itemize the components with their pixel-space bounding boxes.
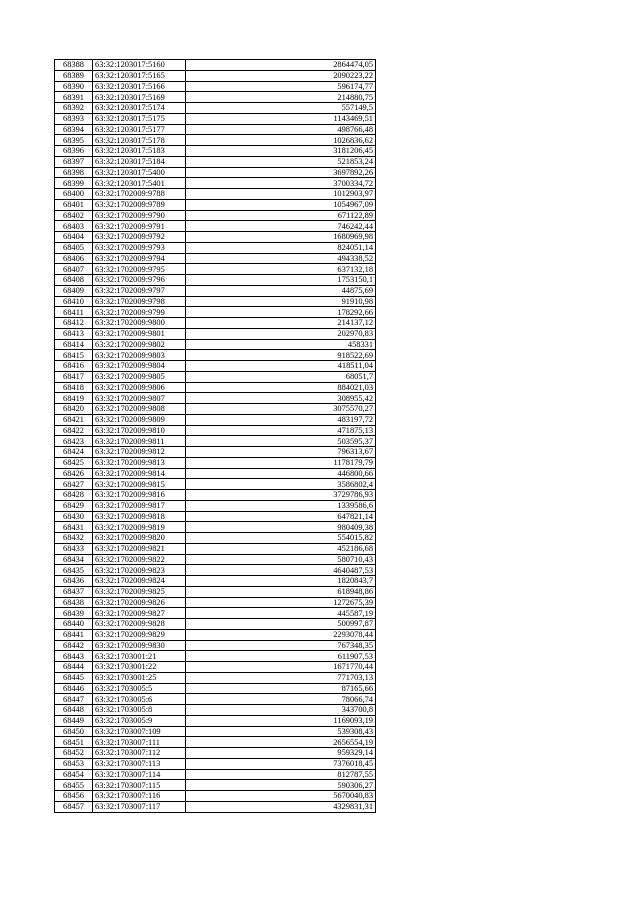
table-row xyxy=(55,683,376,694)
row-number-cell: 68453 xyxy=(55,758,93,769)
row-number-cell: 68433 xyxy=(55,543,93,554)
value-cell: 452186,68 xyxy=(186,543,376,554)
value-cell: 1012903,97 xyxy=(186,189,376,200)
value-cell: 2864474,05 xyxy=(186,60,376,71)
row-number-cell: 68441 xyxy=(55,629,93,640)
row-number-cell: 68456 xyxy=(55,791,93,802)
value-cell: 458331 xyxy=(186,339,376,350)
cadastral-number-cell: 63:32:1703007:112 xyxy=(93,748,186,759)
table-row xyxy=(55,253,376,264)
cadastral-number-cell: 63:32:1702009:9788 xyxy=(93,189,186,200)
row-number-cell: 68457 xyxy=(55,801,93,812)
cadastral-number-cell: 63:32:1702009:9814 xyxy=(93,468,186,479)
value-cell: 446800,66 xyxy=(186,468,376,479)
table-row xyxy=(55,146,376,157)
cadastral-number-cell: 63:32:1703007:117 xyxy=(93,801,186,812)
table-row xyxy=(55,318,376,329)
row-number-cell: 68396 xyxy=(55,146,93,157)
cadastral-number-cell: 63:32:1702009:9813 xyxy=(93,457,186,468)
table-row xyxy=(55,597,376,608)
row-number-cell: 68406 xyxy=(55,253,93,264)
value-cell: 494338,52 xyxy=(186,253,376,264)
table-row xyxy=(55,135,376,146)
row-number-cell: 68432 xyxy=(55,533,93,544)
value-cell: 980409,38 xyxy=(186,522,376,533)
table-row xyxy=(55,425,376,436)
value-cell: 3181206,45 xyxy=(186,146,376,157)
cadastral-number-cell: 63:32:1203017:5160 xyxy=(93,60,186,71)
cadastral-number-cell: 63:32:1702009:9817 xyxy=(93,500,186,511)
cadastral-number-cell: 63:32:1702009:9807 xyxy=(93,393,186,404)
cadastral-number-cell: 63:32:1703001:25 xyxy=(93,672,186,683)
table-row xyxy=(55,490,376,501)
value-cell: 3075570,27 xyxy=(186,404,376,415)
row-number-cell: 68434 xyxy=(55,554,93,565)
table-row xyxy=(55,307,376,318)
row-number-cell: 68421 xyxy=(55,414,93,425)
cadastral-number-cell: 63:32:1702009:9822 xyxy=(93,554,186,565)
cadastral-number-cell: 63:32:1703001:22 xyxy=(93,662,186,673)
cadastral-number-cell: 63:32:1702009:9812 xyxy=(93,447,186,458)
cadastral-number-cell: 63:32:1203017:5166 xyxy=(93,81,186,92)
table-row xyxy=(55,769,376,780)
table-row xyxy=(55,576,376,587)
row-number-cell: 68388 xyxy=(55,60,93,71)
row-number-cell: 68428 xyxy=(55,490,93,501)
table-row xyxy=(55,350,376,361)
table-row xyxy=(55,189,376,200)
cadastral-number-cell: 63:32:1702009:9791 xyxy=(93,221,186,232)
table-row xyxy=(55,264,376,275)
value-cell: 3729786,93 xyxy=(186,490,376,501)
cadastral-number-cell: 63:32:1703005:8 xyxy=(93,705,186,716)
row-number-cell: 68408 xyxy=(55,275,93,286)
table-row xyxy=(55,124,376,135)
value-cell: 202970,83 xyxy=(186,328,376,339)
cadastral-number-cell: 63:32:1702009:9819 xyxy=(93,522,186,533)
value-cell: 5670040,83 xyxy=(186,791,376,802)
value-cell: 2656554,19 xyxy=(186,737,376,748)
table-row xyxy=(55,522,376,533)
table-row xyxy=(55,694,376,705)
table-row xyxy=(55,737,376,748)
cadastral-number-cell: 63:32:1702009:9825 xyxy=(93,586,186,597)
row-number-cell: 68413 xyxy=(55,328,93,339)
row-number-cell: 68438 xyxy=(55,597,93,608)
row-number-cell: 68446 xyxy=(55,683,93,694)
table-row xyxy=(55,791,376,802)
value-cell: 500997,87 xyxy=(186,619,376,630)
table-row xyxy=(55,103,376,114)
value-cell: 1680969,98 xyxy=(186,232,376,243)
value-cell: 521853,24 xyxy=(186,156,376,167)
cadastral-number-cell: 63:32:1702009:9805 xyxy=(93,371,186,382)
row-number-cell: 68439 xyxy=(55,608,93,619)
row-number-cell: 68415 xyxy=(55,350,93,361)
cadastral-number-cell: 63:32:1702009:9798 xyxy=(93,296,186,307)
value-cell: 87165,66 xyxy=(186,683,376,694)
row-number-cell: 68442 xyxy=(55,640,93,651)
row-number-cell: 68449 xyxy=(55,715,93,726)
value-cell: 796313,67 xyxy=(186,447,376,458)
table-row xyxy=(55,275,376,286)
table-row xyxy=(55,328,376,339)
row-number-cell: 68455 xyxy=(55,780,93,791)
cadastral-number-cell: 63:32:1702009:9801 xyxy=(93,328,186,339)
value-cell: 498766,48 xyxy=(186,124,376,135)
value-cell: 618948,86 xyxy=(186,586,376,597)
row-number-cell: 68451 xyxy=(55,737,93,748)
value-cell: 78066,74 xyxy=(186,694,376,705)
row-number-cell: 68395 xyxy=(55,135,93,146)
row-number-cell: 68392 xyxy=(55,103,93,114)
value-cell: 884021,03 xyxy=(186,382,376,393)
table-row xyxy=(55,619,376,630)
value-cell: 68051,7 xyxy=(186,371,376,382)
value-cell: 4329831,31 xyxy=(186,801,376,812)
row-number-cell: 68427 xyxy=(55,479,93,490)
value-cell: 1054967,09 xyxy=(186,199,376,210)
value-cell: 343700,8 xyxy=(186,705,376,716)
value-cell: 824051,14 xyxy=(186,242,376,253)
cadastral-number-cell: 63:32:1702009:9796 xyxy=(93,275,186,286)
cadastral-number-cell: 63:32:1703007:109 xyxy=(93,726,186,737)
value-cell: 1169093,19 xyxy=(186,715,376,726)
cadastral-number-cell: 63:32:1203017:5183 xyxy=(93,146,186,157)
cadastral-number-cell: 63:32:1702009:9811 xyxy=(93,436,186,447)
value-cell: 178292,66 xyxy=(186,307,376,318)
row-number-cell: 68394 xyxy=(55,124,93,135)
cadastral-number-cell: 63:32:1702009:9803 xyxy=(93,350,186,361)
row-number-cell: 68403 xyxy=(55,221,93,232)
cadastral-number-cell: 63:32:1203017:5165 xyxy=(93,70,186,81)
table-row xyxy=(55,393,376,404)
row-number-cell: 68426 xyxy=(55,468,93,479)
table-row xyxy=(55,608,376,619)
table-row xyxy=(55,500,376,511)
cadastral-number-cell: 63:32:1702009:9802 xyxy=(93,339,186,350)
cadastral-number-cell: 63:32:1702009:9820 xyxy=(93,533,186,544)
row-number-cell: 68389 xyxy=(55,70,93,81)
value-cell: 746242,44 xyxy=(186,221,376,232)
table-row xyxy=(55,715,376,726)
value-cell: 918522,69 xyxy=(186,350,376,361)
table-row xyxy=(55,178,376,189)
table-row xyxy=(55,285,376,296)
cadastral-number-cell: 63:32:1702009:9829 xyxy=(93,629,186,640)
cadastral-number-cell: 63:32:1702009:9816 xyxy=(93,490,186,501)
row-number-cell: 68437 xyxy=(55,586,93,597)
cadastral-number-cell: 63:32:1702009:9826 xyxy=(93,597,186,608)
cadastral-number-cell: 63:32:1702009:9806 xyxy=(93,382,186,393)
value-cell: 554015,82 xyxy=(186,533,376,544)
value-cell: 1026836,62 xyxy=(186,135,376,146)
value-cell: 1820843,7 xyxy=(186,576,376,587)
value-cell: 418511,04 xyxy=(186,361,376,372)
row-number-cell: 68416 xyxy=(55,361,93,372)
value-cell: 771703,13 xyxy=(186,672,376,683)
row-number-cell: 68429 xyxy=(55,500,93,511)
cadastral-number-cell: 63:32:1703005:6 xyxy=(93,694,186,705)
row-number-cell: 68431 xyxy=(55,522,93,533)
row-number-cell: 68445 xyxy=(55,672,93,683)
row-number-cell: 68425 xyxy=(55,457,93,468)
value-cell: 1143469,51 xyxy=(186,113,376,124)
value-cell: 1753150,1 xyxy=(186,275,376,286)
table-row xyxy=(55,70,376,81)
table-row xyxy=(55,554,376,565)
value-cell: 812787,55 xyxy=(186,769,376,780)
table-row xyxy=(55,586,376,597)
row-number-cell: 68391 xyxy=(55,92,93,103)
value-cell: 2293078,44 xyxy=(186,629,376,640)
value-cell: 7376018,45 xyxy=(186,758,376,769)
value-cell: 611907,53 xyxy=(186,651,376,662)
row-number-cell: 68430 xyxy=(55,511,93,522)
table-row xyxy=(55,404,376,415)
cadastral-number-cell: 63:32:1702009:9823 xyxy=(93,565,186,576)
cadastral-number-cell: 63:32:1203017:5175 xyxy=(93,113,186,124)
row-number-cell: 68424 xyxy=(55,447,93,458)
row-number-cell: 68418 xyxy=(55,382,93,393)
value-cell: 1178179,79 xyxy=(186,457,376,468)
table-row xyxy=(55,543,376,554)
value-cell: 3586802,4 xyxy=(186,479,376,490)
row-number-cell: 68443 xyxy=(55,651,93,662)
table-row xyxy=(55,479,376,490)
row-number-cell: 68400 xyxy=(55,189,93,200)
row-number-cell: 68405 xyxy=(55,242,93,253)
table-row xyxy=(55,447,376,458)
value-cell: 4640487,53 xyxy=(186,565,376,576)
cadastral-number-cell: 63:32:1703007:114 xyxy=(93,769,186,780)
cadastral-number-cell: 63:32:1702009:9830 xyxy=(93,640,186,651)
row-number-cell: 68402 xyxy=(55,210,93,221)
cadastral-number-cell: 63:32:1703007:113 xyxy=(93,758,186,769)
table-row xyxy=(55,382,376,393)
table-row xyxy=(55,242,376,253)
row-number-cell: 68450 xyxy=(55,726,93,737)
cadastral-number-cell: 63:32:1702009:9824 xyxy=(93,576,186,587)
value-cell: 214880,75 xyxy=(186,92,376,103)
table-body xyxy=(55,60,376,813)
row-number-cell: 68423 xyxy=(55,436,93,447)
cadastral-number-cell: 63:32:1702009:9815 xyxy=(93,479,186,490)
table-row xyxy=(55,296,376,307)
cadastral-number-cell: 63:32:1702009:9818 xyxy=(93,511,186,522)
value-cell: 91910,98 xyxy=(186,296,376,307)
cadastral-number-cell: 63:32:1203017:5401 xyxy=(93,178,186,189)
cadastral-number-cell: 63:32:1703007:116 xyxy=(93,791,186,802)
row-number-cell: 68407 xyxy=(55,264,93,275)
value-cell: 647821,14 xyxy=(186,511,376,522)
cadastral-number-cell: 63:32:1702009:9797 xyxy=(93,285,186,296)
value-cell: 767348,35 xyxy=(186,640,376,651)
table-row xyxy=(55,210,376,221)
table-row xyxy=(55,199,376,210)
row-number-cell: 68398 xyxy=(55,167,93,178)
cadastral-number-cell: 63:32:1702009:9789 xyxy=(93,199,186,210)
cadastral-number-cell: 63:32:1203017:5184 xyxy=(93,156,186,167)
value-cell: 637132,18 xyxy=(186,264,376,275)
table-row xyxy=(55,511,376,522)
value-cell: 3700334,72 xyxy=(186,178,376,189)
cadastral-number-cell: 63:32:1203017:5400 xyxy=(93,167,186,178)
cadastral-number-cell: 63:32:1703005:5 xyxy=(93,683,186,694)
cadastral-number-cell: 63:32:1702009:9795 xyxy=(93,264,186,275)
table-row xyxy=(55,748,376,759)
value-cell: 671122,89 xyxy=(186,210,376,221)
value-cell: 539308,43 xyxy=(186,726,376,737)
value-cell: 1339586,6 xyxy=(186,500,376,511)
table-row xyxy=(55,565,376,576)
cadastral-number-cell: 63:32:1702009:9794 xyxy=(93,253,186,264)
data-table xyxy=(54,59,376,813)
cadastral-number-cell: 63:32:1703001:21 xyxy=(93,651,186,662)
value-cell: 445587,19 xyxy=(186,608,376,619)
table-row xyxy=(55,371,376,382)
table-row xyxy=(55,640,376,651)
value-cell: 308955,42 xyxy=(186,393,376,404)
table-row xyxy=(55,651,376,662)
cadastral-number-cell: 63:32:1203017:5178 xyxy=(93,135,186,146)
value-cell: 44875,69 xyxy=(186,285,376,296)
table-row xyxy=(55,60,376,71)
value-cell: 214137,12 xyxy=(186,318,376,329)
table-row xyxy=(55,221,376,232)
table-row xyxy=(55,629,376,640)
row-number-cell: 68422 xyxy=(55,425,93,436)
table-row xyxy=(55,436,376,447)
cadastral-number-cell: 63:32:1702009:9799 xyxy=(93,307,186,318)
table-row xyxy=(55,81,376,92)
row-number-cell: 68436 xyxy=(55,576,93,587)
row-number-cell: 68390 xyxy=(55,81,93,92)
row-number-cell: 68411 xyxy=(55,307,93,318)
table-row xyxy=(55,113,376,124)
cadastral-number-cell: 63:32:1702009:9809 xyxy=(93,414,186,425)
row-number-cell: 68440 xyxy=(55,619,93,630)
value-cell: 483197,72 xyxy=(186,414,376,425)
row-number-cell: 68419 xyxy=(55,393,93,404)
value-cell: 959329,14 xyxy=(186,748,376,759)
row-number-cell: 68412 xyxy=(55,318,93,329)
table-row xyxy=(55,801,376,812)
row-number-cell: 68452 xyxy=(55,748,93,759)
table-row xyxy=(55,92,376,103)
table-row xyxy=(55,705,376,716)
value-cell: 596174,77 xyxy=(186,81,376,92)
table-row xyxy=(55,468,376,479)
cadastral-number-cell: 63:32:1702009:9808 xyxy=(93,404,186,415)
cadastral-number-cell: 63:32:1702009:9821 xyxy=(93,543,186,554)
row-number-cell: 68420 xyxy=(55,404,93,415)
cadastral-number-cell: 63:32:1203017:5174 xyxy=(93,103,186,114)
cadastral-number-cell: 63:32:1702009:9804 xyxy=(93,361,186,372)
table-row xyxy=(55,533,376,544)
row-number-cell: 68444 xyxy=(55,662,93,673)
table-row xyxy=(55,662,376,673)
row-number-cell: 68409 xyxy=(55,285,93,296)
cadastral-number-cell: 63:32:1702009:9793 xyxy=(93,242,186,253)
row-number-cell: 68435 xyxy=(55,565,93,576)
value-cell: 1671770,44 xyxy=(186,662,376,673)
value-cell: 557149,5 xyxy=(186,103,376,114)
cadastral-number-cell: 63:32:1702009:9810 xyxy=(93,425,186,436)
value-cell: 590306,27 xyxy=(186,780,376,791)
table-row xyxy=(55,758,376,769)
table-row xyxy=(55,414,376,425)
row-number-cell: 68393 xyxy=(55,113,93,124)
value-cell: 1272675,39 xyxy=(186,597,376,608)
value-cell: 503595,37 xyxy=(186,436,376,447)
cadastral-number-cell: 63:32:1702009:9792 xyxy=(93,232,186,243)
row-number-cell: 68410 xyxy=(55,296,93,307)
cadastral-number-cell: 63:32:1703005:9 xyxy=(93,715,186,726)
cadastral-number-cell: 63:32:1203017:5169 xyxy=(93,92,186,103)
cadastral-number-cell: 63:32:1703007:115 xyxy=(93,780,186,791)
row-number-cell: 68447 xyxy=(55,694,93,705)
table-row xyxy=(55,672,376,683)
value-cell: 471875,13 xyxy=(186,425,376,436)
table-row xyxy=(55,339,376,350)
value-cell: 580710,43 xyxy=(186,554,376,565)
cadastral-number-cell: 63:32:1702009:9828 xyxy=(93,619,186,630)
table-row xyxy=(55,156,376,167)
value-cell: 2090223,22 xyxy=(186,70,376,81)
row-number-cell: 68414 xyxy=(55,339,93,350)
value-cell: 3697892,26 xyxy=(186,167,376,178)
table-row xyxy=(55,232,376,243)
cadastral-number-cell: 63:32:1203017:5177 xyxy=(93,124,186,135)
cadastral-number-cell: 63:32:1702009:9827 xyxy=(93,608,186,619)
row-number-cell: 68399 xyxy=(55,178,93,189)
row-number-cell: 68454 xyxy=(55,769,93,780)
table-row xyxy=(55,780,376,791)
row-number-cell: 68397 xyxy=(55,156,93,167)
row-number-cell: 68448 xyxy=(55,705,93,716)
table-row xyxy=(55,167,376,178)
cadastral-number-cell: 63:32:1702009:9790 xyxy=(93,210,186,221)
cadastral-number-cell: 63:32:1702009:9800 xyxy=(93,318,186,329)
table-row xyxy=(55,457,376,468)
table-row xyxy=(55,726,376,737)
row-number-cell: 68401 xyxy=(55,199,93,210)
cadastral-number-cell: 63:32:1703007:111 xyxy=(93,737,186,748)
table-row xyxy=(55,361,376,372)
row-number-cell: 68404 xyxy=(55,232,93,243)
row-number-cell: 68417 xyxy=(55,371,93,382)
